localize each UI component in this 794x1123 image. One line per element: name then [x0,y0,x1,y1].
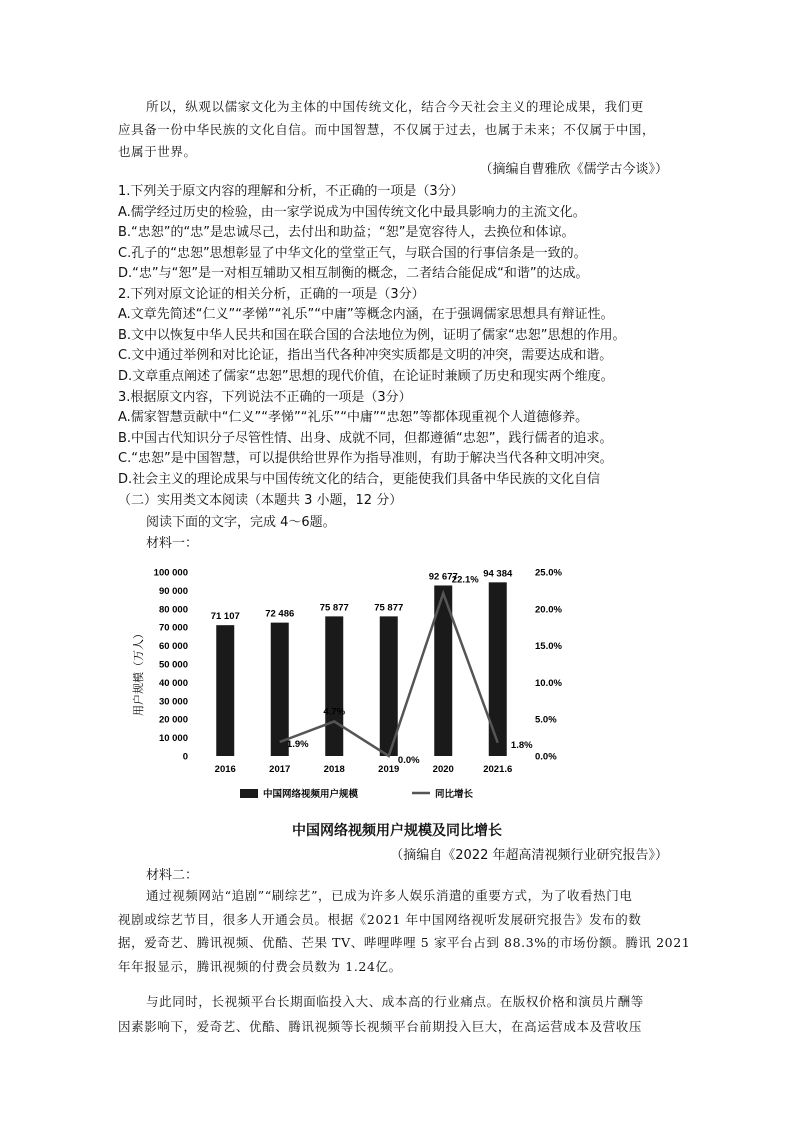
paragraph-line: 年年报显示，腾讯视频的付费会员数为 1.24亿。 [118,959,402,974]
intro-line-3: 也属于世界。 [118,144,197,159]
bar [489,582,507,756]
question-line: C.文中通过举例和对比论证，指出当代各种冲突实质都是文明的冲突，需要达成和谐。 [118,348,613,363]
question-line: B.“忠恕”的“忠”是忠诚尽己，去付出和助益；“恕”是宽容待人，去换位和体谅。 [118,225,575,240]
y-tick-label: 40 000 [158,677,188,689]
growth-value-label: 22.1% [451,574,479,586]
y2-tick-label: 5.0% [535,714,557,726]
material2-label: 材料二： [146,868,199,883]
legend-line-label: 同比增长 [435,789,474,800]
material1-label: 材料一： [146,536,199,551]
question-line: A.儒学经过历史的检验，由一家学说成为中国传统文化中最具影响力的主流文化。 [118,205,586,220]
question-line: C.“忠恕”是中国智慧，可以提供给世界作为指导准则，有助于解决当代各种文明冲突。 [118,451,613,466]
question-line: C.孔子的“忠恕”思想彰显了中华文化的堂堂正气，与联合国的行事信条是一致的。 [118,246,587,261]
instruction: 阅读下面的文字，完成 4～6题。 [146,515,336,530]
bar [216,625,234,756]
paragraph-line: 据，爱奇艺、腾讯视频、优酷、芒果 TV、哔哩哔哩 5 家平台占到 88.3%的市场份额。腾讯 2021 [118,935,691,950]
question-line: 3.根据原文内容，下列说法不正确的一项是（3分） [118,390,412,405]
growth-value-label: 1.9% [286,739,309,751]
y-tick-label: 90 000 [158,585,188,597]
x-tick-label: 2019 [378,764,400,775]
question-line: D.文章重点阐述了儒家“忠恕”思想的现代价值，在论证时兼顾了历史和现实两个维度。 [118,369,614,384]
y-tick-label: 80 000 [158,604,188,616]
section-heading: （二）实用类文本阅读（本题共 3 小题，12 分） [118,493,403,508]
y2-tick-label: 10.0% [535,677,562,689]
y2-tick-label: 20.0% [535,604,562,616]
growth-value-label: 0.0% [397,755,420,766]
intro-line-2: 应具备一份中华民族的文化自信。而中国智慧，不仅属于过去，也属于未来；不仅属于中国， [118,122,656,137]
bar-value-label: 72 486 [265,608,295,620]
paragraph-line: 视剧或综艺节目，很多人开通会员。根据《2021 年中国网络视听发展研究报告》发布的数 [118,912,642,927]
bar-value-label: 92 677 [428,571,458,583]
x-tick-label: 2017 [269,764,291,775]
chart [0,560,794,810]
question-line: 1.下列关于原文内容的理解和分析，不正确的一项是（3分） [118,184,464,199]
y-tick-label: 70 000 [158,622,188,634]
chart-title: 中国网络视频用户规模及同比增长 [292,823,502,839]
y2-tick-label: 15.0% [535,641,562,653]
legend-bar-swatch [240,789,258,798]
y-axis-label: 用户规模（万人） [133,628,145,716]
paragraph-line: 与此同时，长视频平台长期面临投入大、成本高的行业痛点。在版权价格和演员片酬等 [146,994,644,1009]
y-tick-label: 20 000 [158,714,188,726]
source-citation-1: （摘编自曹雅欣《儒学古今谈》） [479,162,668,177]
y-tick-label: 100 000 [153,567,188,579]
question-line: B.文中以恢复中华人民共和国在联合国的合法地位为例，证明了儒家“忠恕”思想的作用。 [118,328,626,343]
growth-value-label: 1.8% [510,739,533,751]
question-line: A.文章先简述“仁义”“孝悌”“礼乐”“中庸”等概念内涵，在于强调儒家思想具有辩证性。 [118,307,614,322]
source-citation-2: （摘编自《2022 年超高清视频行业研究报告》） [390,848,668,863]
x-tick-label: 2018 [323,764,345,775]
x-tick-label: 2016 [214,764,236,775]
bar-value-label: 75 877 [374,602,404,614]
bar-value-label: 94 384 [483,568,513,580]
bar [271,623,289,756]
y2-tick-label: 0.0% [535,751,557,763]
paragraph-line: 因素影响下，爱奇艺、优酷、腾讯视频等长视频平台前期投入巨大，在高运营成本及营收压 [118,1019,643,1034]
y-tick-label: 10 000 [158,733,188,745]
y-tick-label: 0 [182,751,188,763]
paragraph-line: 通过视频网站“追剧”“刷综艺”，已成为许多人娱乐消遣的重要方式，为了收看热门电 [146,888,633,903]
intro-line-1: 所以，纵观以儒家文化为主体的中国传统文化，结合今天社会主义的理论成果，我们更 [146,99,644,114]
bar [323,616,346,756]
growth-value-label: 4.7% [323,706,346,718]
x-tick-label: 2021.6 [483,764,513,775]
question-line: A.儒家智慧贡献中“仁义”“孝悌”“礼乐”“中庸”“忠恕”等都体现重视个人道德修养。 [118,410,589,425]
question-line: D.社会主义的理论成果与中国传统文化的结合，更能使我们具备中华民族的文化自信 [118,472,601,487]
legend-bar-label: 中国网络视频用户规模 [263,789,359,800]
question-line: B.中国古代知识分子尽管性情、出身、成就不同，但都遵循“忠恕”，践行儒者的追求。 [118,431,613,446]
question-line: D.“忠”与“恕”是一对相互辅助又相互制衡的概念，二者结合能促成“和谐”的达成。 [118,266,589,281]
y-tick-label: 30 000 [158,696,188,708]
x-tick-label: 2020 [432,764,454,775]
y2-tick-label: 25.0% [535,567,562,579]
question-line: 2.下列对原文论证的相关分析，正确的一项是（3分） [118,287,425,302]
y-tick-label: 50 000 [158,659,188,671]
bar-value-label: 71 107 [210,611,240,623]
y-tick-label: 60 000 [158,641,188,653]
bar-value-label: 75 877 [319,602,349,614]
